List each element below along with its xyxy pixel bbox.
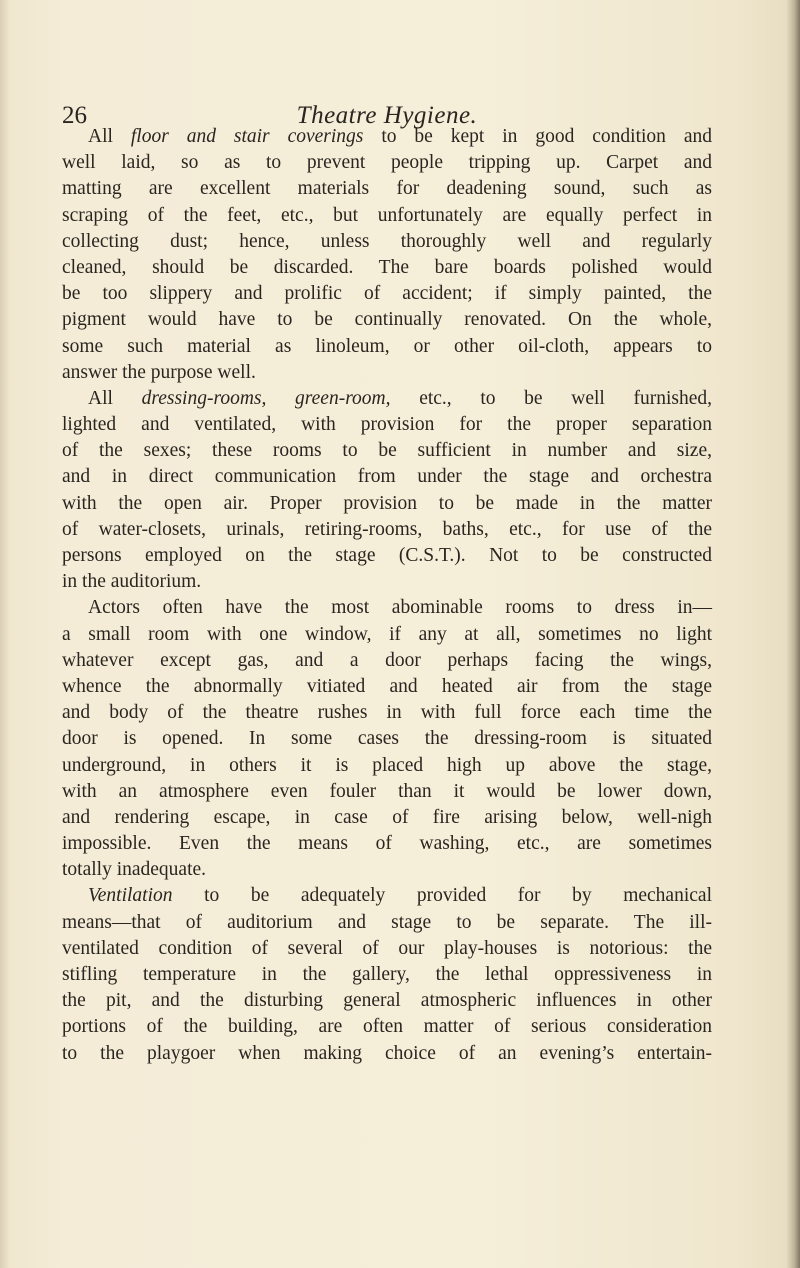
text-segment: some such material as linoleum, or other oil-cloth, appears to	[62, 335, 712, 357]
text-line	[62, 595, 712, 621]
text-line	[62, 700, 712, 726]
text-segment: with an atmosphere even fouler than it would be lower down,	[62, 780, 712, 802]
text-segment: whatever except gas, and a door perhaps facing the wings,	[62, 649, 712, 671]
text-line	[62, 726, 712, 752]
text-segment: ventilated condition of several of our play-houses is notorious: the	[62, 937, 712, 959]
text-segment: a small room with one window, if any at all, sometimes no light	[62, 623, 712, 645]
text-segment: to be kept in good condition and	[363, 126, 713, 147]
text-segment: All	[88, 387, 142, 409]
text-line	[62, 936, 712, 962]
text-line	[62, 674, 712, 700]
text-line	[62, 124, 712, 150]
text-line	[62, 1041, 712, 1067]
text-line	[62, 203, 712, 229]
text-line	[62, 360, 712, 386]
text-segment: matting are excellent materials for deadening sound, such as	[62, 178, 712, 200]
text-segment: to the playgoer when making choice of an evening’s entertain-	[62, 1042, 712, 1064]
text-line	[62, 569, 712, 595]
text-segment: answer the purpose well.	[62, 361, 256, 383]
text-segment: the pit, and the disturbing general atmospheric influences in other	[62, 990, 712, 1012]
text-segment: with the open air. Proper provision to be made in the matter	[62, 492, 712, 514]
text-segment: portions of the building, are often matter of serious consideration	[62, 1016, 712, 1038]
italic-term: dressing-rooms, green-room,	[141, 387, 391, 409]
text-line	[62, 910, 712, 936]
text-segment: in the auditorium.	[62, 571, 202, 593]
text-segment: collecting dust; hence, unless thoroughly well and regularly	[62, 230, 712, 252]
text-line	[62, 883, 712, 909]
text-segment: door is opened. In some cases the dressing-room is situated	[62, 728, 712, 750]
text-segment: stifling temperature in the gallery, the lethal oppressiveness in	[62, 964, 712, 985]
text-segment: and in direct communication from under the stage and orchestra	[62, 466, 712, 488]
text-line	[62, 229, 712, 255]
text-line	[62, 438, 712, 464]
text-line	[62, 176, 712, 202]
text-segment: whence the abnormally vitiated and heated air from the stage	[62, 675, 712, 697]
text-segment: and rendering escape, in case of fire arising below, well-nigh	[62, 806, 712, 828]
text-line	[62, 491, 712, 517]
text-line	[62, 386, 712, 412]
text-line	[62, 779, 712, 805]
page-left-shadow	[0, 0, 10, 1268]
running-head-title: Theatre Hygiene.	[296, 102, 478, 129]
page-number: 26	[62, 102, 87, 129]
text-line	[62, 464, 712, 490]
text-segment: scraping of the feet, etc., but unfortunately are equally perfect in	[62, 204, 712, 226]
text-segment: pigment would have to be continually renovated. On the whole,	[62, 309, 712, 331]
text-line	[62, 517, 712, 543]
text-line	[62, 150, 712, 176]
text-line	[62, 307, 712, 333]
text-line	[62, 648, 712, 674]
text-segment: etc., to be well furnished,	[390, 387, 713, 409]
text-line	[62, 543, 712, 569]
text-line	[62, 857, 712, 883]
page-binding-edge	[786, 0, 800, 1268]
text-line	[62, 1014, 712, 1040]
text-segment: of the sexes; these rooms to be sufficient in number and size,	[62, 440, 712, 462]
text-segment: Actors often have the most abominable rooms to dress in—	[88, 597, 712, 619]
text-segment: means—that of auditorium and stage to be separate. The ill-	[62, 911, 712, 933]
text-segment: of water-closets, urinals, retiring-rooms, baths, etc., for use of the	[62, 518, 712, 540]
text-line	[62, 334, 712, 360]
text-line	[62, 805, 712, 831]
italic-term: Ventilation	[88, 885, 173, 907]
text-segment: totally inadequate.	[62, 859, 207, 881]
text-segment: well laid, so as to prevent people tripping up. Carpet and	[62, 152, 712, 174]
text-line	[62, 281, 712, 307]
text-segment: lighted and ventilated, with provision for the proper separation	[62, 414, 712, 436]
text-segment: to be adequately provided for by mechanical	[172, 885, 712, 907]
text-segment: and body of the theatre rushes in with full force each time the	[62, 702, 712, 724]
text-segment: be too slippery and prolific of accident; if simply painted, the	[62, 283, 712, 305]
text-line	[62, 753, 712, 779]
text-segment: impossible. Even the means of washing, etc., are sometimes	[62, 833, 712, 855]
text-line	[62, 622, 712, 648]
text-segment: underground, in others it is placed high up above the stage,	[62, 754, 712, 776]
text-line	[62, 831, 712, 857]
text-line	[62, 412, 712, 438]
text-segment: All	[88, 126, 131, 147]
text-line	[62, 988, 712, 1014]
body-text	[62, 124, 712, 1067]
text-line	[62, 962, 712, 988]
text-line	[62, 255, 712, 281]
italic-term: floor and stair coverings	[130, 126, 364, 147]
text-segment: persons employed on the stage (C.S.T.). Not to be constructed	[62, 545, 712, 566]
text-segment: cleaned, should be discarded. The bare boards polished would	[62, 256, 712, 278]
